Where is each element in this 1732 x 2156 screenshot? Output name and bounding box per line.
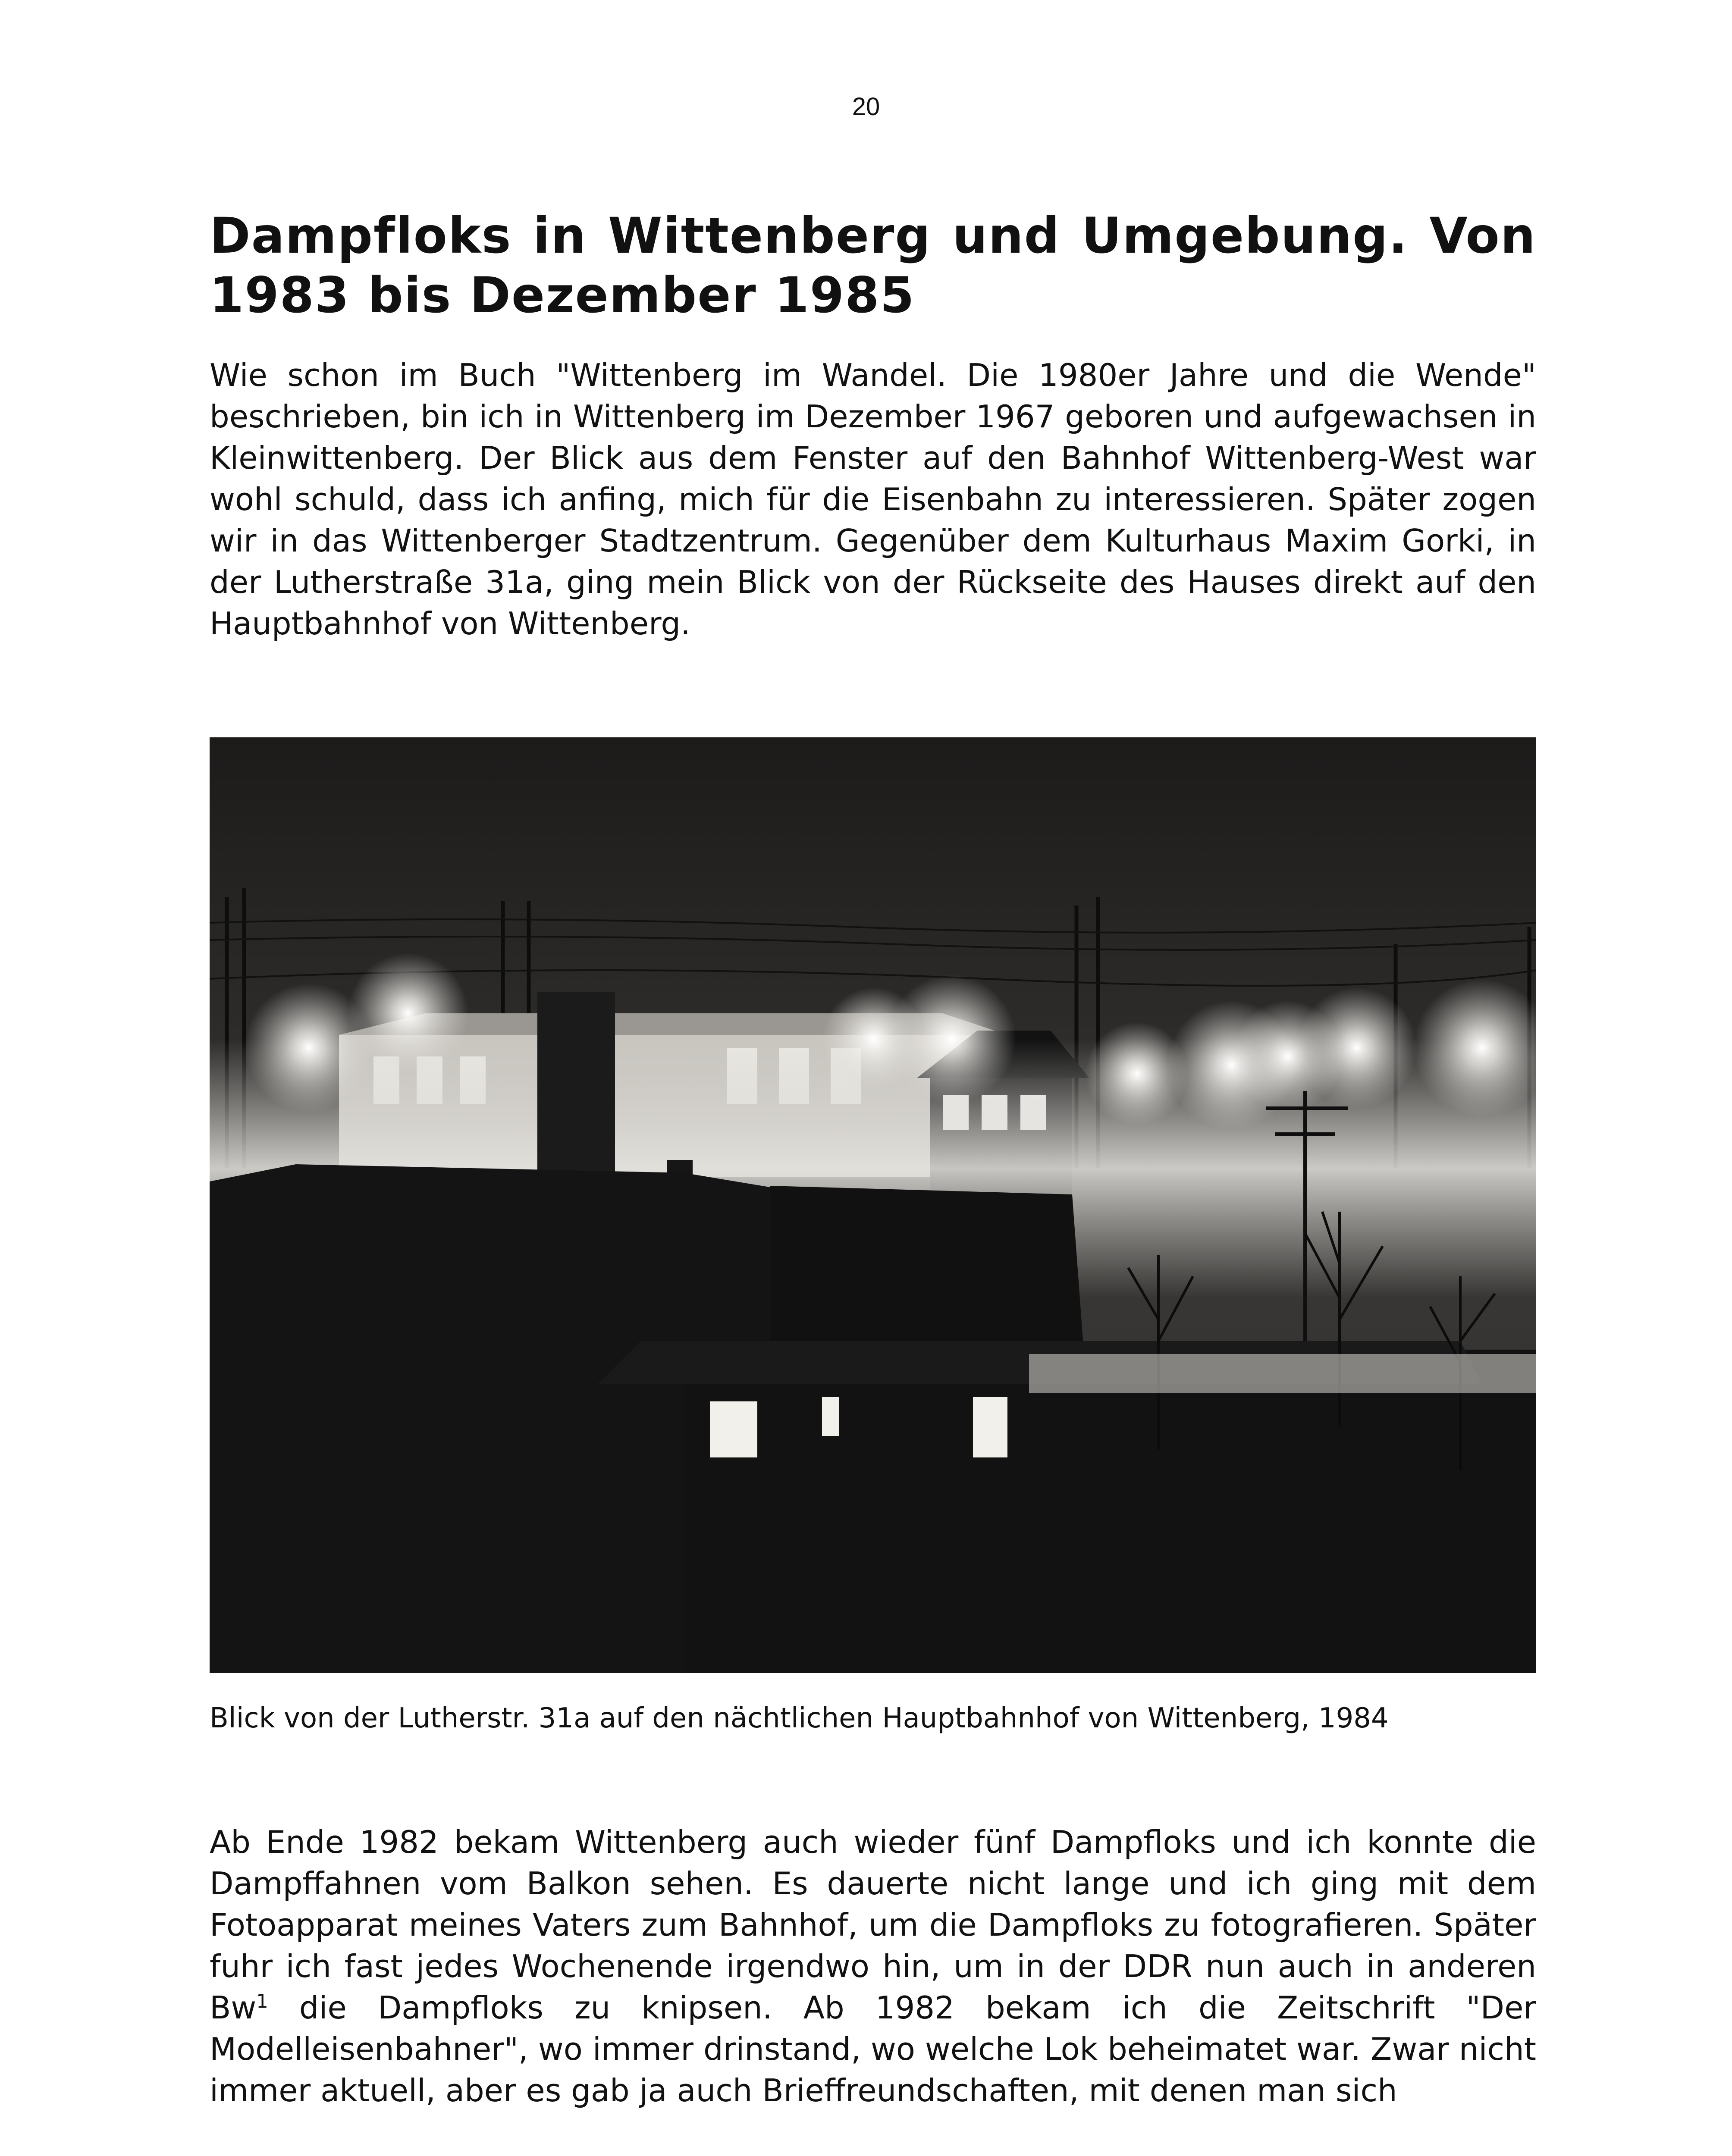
body-text-start: Ab Ende 1982 bekam Wittenberg auch wieder fünf Dampfloks und ich konnte die Dampffahnen vom Balkon sehen. Es dauerte nicht lange und ich ging mit dem Fotoapparat meines Vaters zum Bahnhof, um die Dampfloks zu fotografieren. Später fuhr ich fast jedes Wochenende irgendwo hin, um in der DDR nun auch in anderen Bw [210,1824,1536,2026]
body-text-end: die Dampfloks zu knipsen. Ab 1982 bekam ich die Zeitschrift "Der Modelleisenbahner", wo immer drinstand, wo welche Lok beheimatet war. Zwar nicht immer aktuell, aber es gab ja auch Brieffreundschaften, mit denen man sich [210,1990,1536,2109]
page-title: Dampfloks in Wittenberg und Umgebung. Von 1983 bis Dezember 1985 [210,207,1536,324]
page-number: 20 [852,93,880,121]
intro-paragraph: Wie schon im Buch "Wittenberg im Wandel. Die 1980er Jahre und die Wende" beschrieben, bin ich in Wittenberg im Dezember 1967 geboren und aufgewachsen in Kleinwittenberg. Der Blick aus dem Fenster auf den Bahnhof Wittenberg-West war wohl schuld, dass ich anfing, mich für die Eisenbahn zu interessieren. Später zogen wir in das Wittenberger Stadtzentrum. Gegenüber dem Kulturhaus Maxim Gorki, in der Lutherstraße 31a, ging mein Blick von der Rückseite des Hauses direkt auf den Hauptbahnhof von Wittenberg. [210,357,1536,642]
body-paragraph [210,1821,1536,2111]
night-station-photo [210,737,1536,1673]
footnote-reference[interactable]: 1 [256,1991,268,2012]
figure-caption: Blick von der Lutherstr. 31a auf den nächtlichen Hauptbahnhof von Wittenberg, 1984 [210,1702,1389,1734]
